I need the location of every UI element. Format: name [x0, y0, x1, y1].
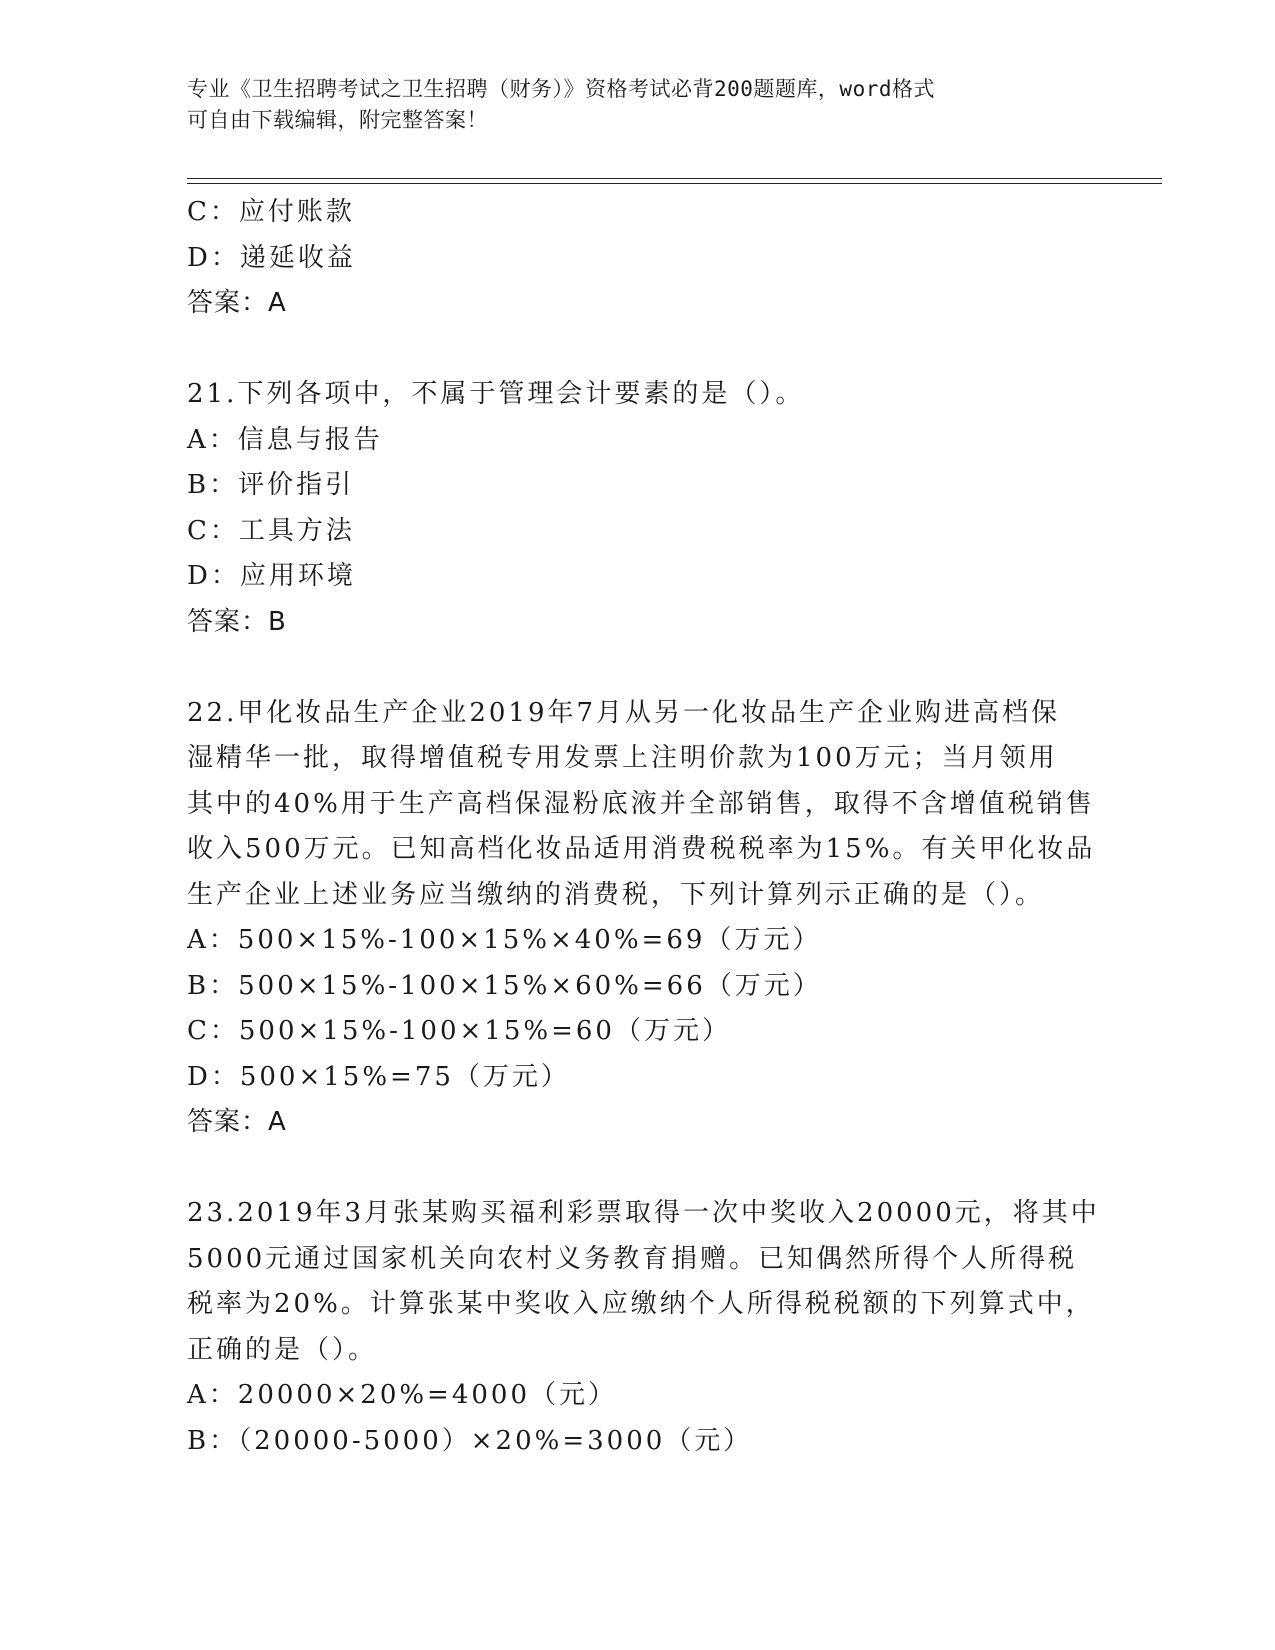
question-stem-line: 22.甲化妆品生产企业2019年7月从另一化妆品生产企业购进高档保	[187, 697, 1061, 728]
option-b: B：500×15%-100×15%×60%=66（万元）	[187, 970, 822, 1001]
header-divider-top	[187, 178, 1162, 179]
question-stem-line: 23.2019年3月张某购买福利彩票取得一次中奖收入20000元，将其中	[187, 1198, 1100, 1228]
question-stem-line: 其中的40%用于生产高档保湿粉底液并全部销售，取得不含增值税销售	[187, 788, 1095, 819]
question-21	[187, 372, 1087, 645]
option-a: A：信息与报告	[187, 424, 383, 455]
option-c: C：500×15%-100×15%=60（万元）	[187, 1016, 731, 1046]
question-stem-line: 正确的是（）。	[187, 1334, 378, 1365]
question-20-tail	[187, 190, 1087, 327]
spacer	[187, 327, 1087, 373]
question-22	[187, 691, 1096, 1146]
answer-line: 答案：B	[187, 606, 287, 637]
question-stem-line: 湿精华一批，取得增值税专用发票上注明价款为100万元；当月领用	[187, 743, 1058, 773]
question-stem-line: 生产企业上述业务应当缴纳的消费税，下列计算列示正确的是（）。	[187, 879, 1045, 910]
question-stem-line: 税率为20%。计算张某中奖收入应缴纳个人所得税税额的下列算式中，	[187, 1289, 1095, 1319]
option-a: A：500×15%-100×15%×40%=69（万元）	[187, 925, 822, 955]
question-stem-line: 收入500万元。已知高档化妆品适用消费税税率为15%。有关甲化妆品	[187, 834, 1096, 864]
question-stem-line: 5000元通过国家机关向农村义务教育捐赠。已知偶然所得个人所得税	[187, 1243, 1078, 1274]
question-list	[187, 190, 1100, 1464]
question-stem: 21.下列各项中，不属于管理会计要素的是（）。	[187, 379, 805, 409]
option-d: D：500×15%=75（万元）	[187, 1061, 570, 1092]
spacer	[187, 645, 1087, 691]
option-d: D：应用环境	[187, 561, 356, 591]
option-c: C：工具方法	[187, 515, 355, 546]
option-d: D：递延收益	[187, 242, 356, 273]
question-23	[187, 1191, 1100, 1464]
header-divider-bottom	[187, 183, 1162, 184]
option-b: B：评价指引	[187, 470, 355, 500]
option-c: C：应付账款	[187, 197, 355, 227]
option-a: A：20000×20%=4000（元）	[187, 1380, 618, 1410]
header-title-line-2: 可自由下载编辑，附完整答案！	[187, 108, 488, 132]
option-b: B：（20000-5000）×20%=3000（元）	[187, 1425, 753, 1456]
spacer	[187, 1146, 1087, 1192]
answer-line: 答案：A	[187, 288, 287, 318]
answer-line: 答案：A	[187, 1107, 287, 1137]
header-title-line-1: 专业《卫生招聘考试之卫生招聘（财务）》资格考试必背200题题库，word格式	[187, 77, 935, 101]
document-header	[187, 74, 1067, 136]
